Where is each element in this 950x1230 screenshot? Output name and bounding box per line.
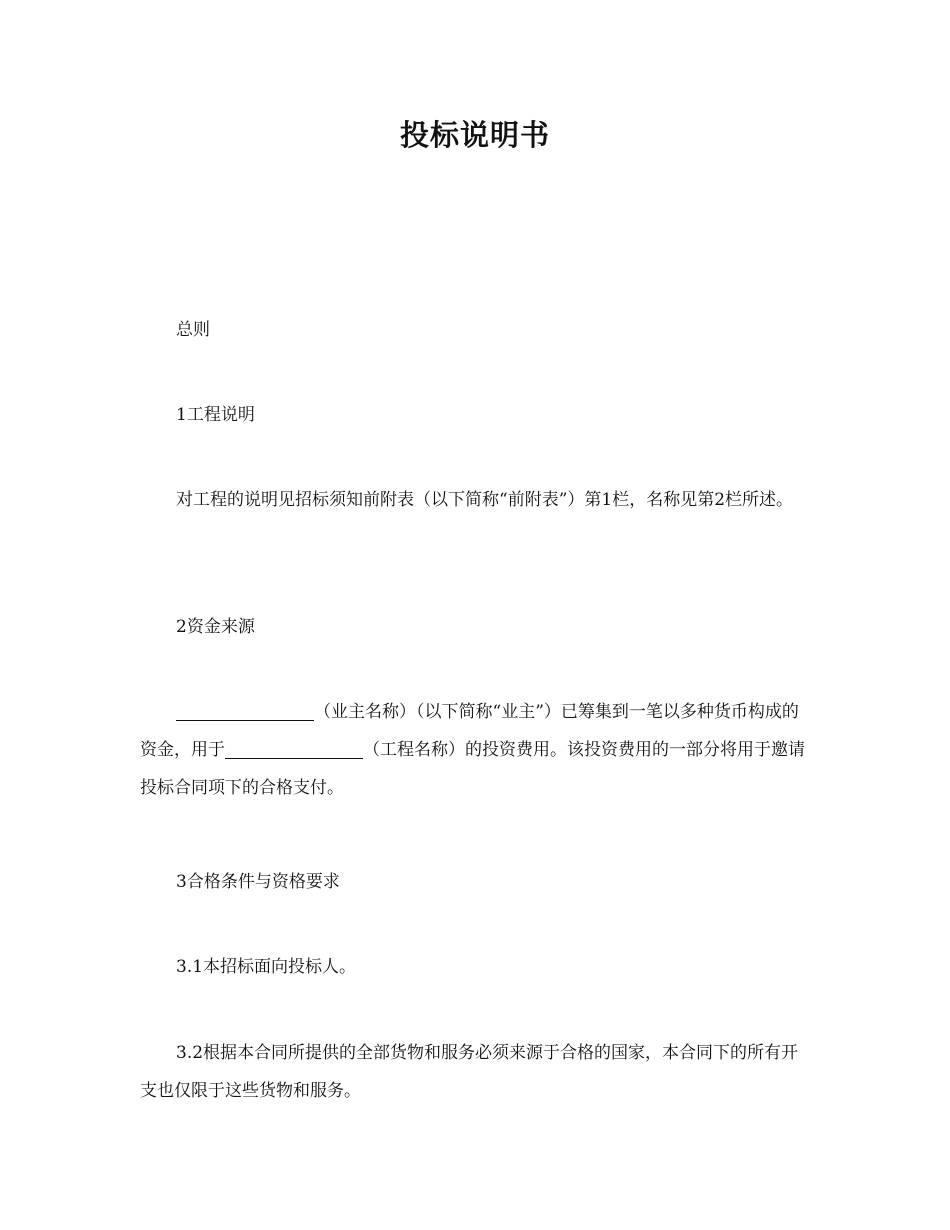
heading-funding-source: 2资金来源	[176, 617, 255, 637]
section-general-heading: 总则	[176, 320, 210, 340]
heading-eligibility: 3合格条件与资格要求	[176, 872, 340, 892]
heading-project-description: 1工程说明	[176, 405, 255, 425]
paragraph-eligibility-3-1: 3.1本招标面向投标人。	[176, 957, 357, 977]
project-name-blank	[225, 736, 363, 759]
funding-text-part1: （业主名称）（以下简称“业主”）已筹集到一笔以多种货币构成的资金，用于	[140, 702, 799, 760]
paragraph-project-description: 对工程的说明见招标须知前附表（以下简称“前附表”）第1栏，名称见第2栏所述。	[176, 490, 794, 510]
owner-name-blank	[176, 698, 314, 721]
funding-text-part2: （工程名称）的投资费用。该投资费用的一部分将用于邀请投标合同项下的合格支付。	[140, 740, 805, 798]
paragraph-eligibility-3-2: 3.2根据本合同所提供的全部货物和服务必须来源于合格的国家，本合同下的所有开支也仅限于这些货物和服务。	[140, 1043, 799, 1101]
paragraph-funding-source	[140, 693, 812, 807]
document-title: 投标说明书	[399, 118, 550, 152]
